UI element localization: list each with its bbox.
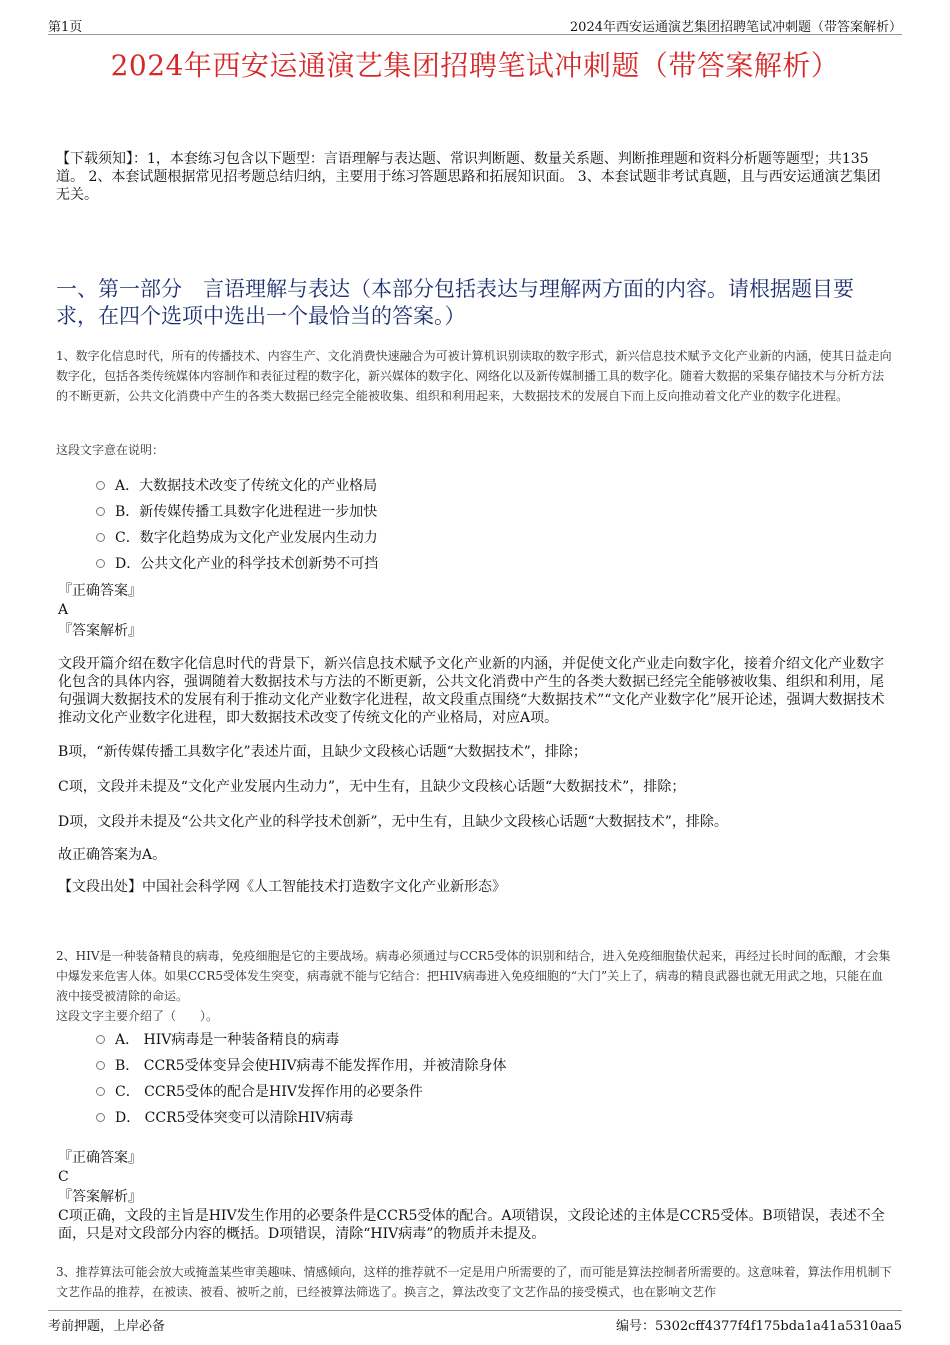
answer-label: 『正确答案』 <box>58 583 142 599</box>
option-label: A．大数据技术改变了传统文化的产业格局 <box>115 478 378 494</box>
download-notice: 【下载须知】：1，本套练习包含以下题型：言语理解与表达题、常识判断题、数量关系题、判断推理题和资料分析题等题型；共135道。 2、本套试题根据常见招考题总结归纳，主要用于练习答题思路和拓展知识面。 3、本套试题非考试真题，且与西安运通演艺集团无关。 <box>56 151 881 203</box>
analysis-paragraph: 文段开篇介绍在数字化信息时代的背景下，新兴信息技术赋予文化产业新的内涵，并促使文化产业走向数字化，接着介绍文化产业数字化包含的具体内容，强调随着大数据技术与方法的不断更新，公共文化消费中产生的各类大数据已经完全能够被收集、组织和利用，尾句强调大数据技术的发展有利于推动文化产业数字化进程，故文段重点围绕“大数据技术”“文化产业数字化”展开论述，强调大数据技术推动文化产业数字化进程，即大数据技术改变了传统文化的产业格局，对应A项。 <box>58 656 885 726</box>
radio-icon[interactable] <box>96 1087 105 1096</box>
source-note: 【文段出处】中国社会科学网《人工智能技术打造数字文化产业新形态》 <box>58 879 506 895</box>
question-1-options <box>96 472 378 576</box>
option-c[interactable] <box>96 1078 506 1104</box>
radio-icon[interactable] <box>96 507 105 516</box>
option-label: C． CCR5受体的配合是HIV发挥作用的必要条件 <box>115 1084 423 1100</box>
option-label: B． CCR5受体变异会使HIV病毒不能发挥作用，并被清除身体 <box>115 1058 507 1074</box>
option-a[interactable] <box>96 472 378 498</box>
radio-icon[interactable] <box>96 559 105 568</box>
document-id: 编号：5302cff4377f4f175bda1a41a5310aa5 <box>616 1319 902 1334</box>
radio-icon[interactable] <box>96 481 105 490</box>
question-2-options <box>96 1026 506 1130</box>
document-title: 2024年西安运通演艺集团招聘笔试冲刺题（带答案解析） <box>110 49 840 82</box>
radio-icon[interactable] <box>96 1061 105 1070</box>
answer-label: 『正确答案』 <box>58 1150 142 1166</box>
question-1-prompt: 这段文字意在说明： <box>56 443 165 457</box>
header-doc-title: 2024年西安运通演艺集团招聘笔试冲刺题（带答案解析） <box>569 20 902 35</box>
question-2-prompt: 这段文字主要介绍了（ ）。 <box>56 1009 219 1023</box>
option-b[interactable] <box>96 1052 506 1078</box>
option-label: A． HIV病毒是一种装备精良的病毒 <box>115 1032 340 1048</box>
answer-value: A <box>58 602 69 618</box>
analysis-paragraph: 故正确答案为A。 <box>58 847 167 863</box>
option-label: D．公共文化产业的科学技术创新势不可挡 <box>115 556 379 572</box>
analysis-label: 『答案解析』 <box>58 1189 142 1205</box>
radio-icon[interactable] <box>96 533 105 542</box>
option-b[interactable] <box>96 498 378 524</box>
analysis-paragraph: B项，“新传媒传播工具数字化”表述片面，且缺少文段核心话题“大数据技术”，排除； <box>58 744 587 760</box>
option-d[interactable] <box>96 1104 506 1130</box>
option-c[interactable] <box>96 524 378 550</box>
option-label: C．数字化趋势成为文化产业发展内生动力 <box>115 530 378 546</box>
page-footer <box>48 1310 902 1333</box>
analysis-paragraph: C项，文段并未提及“文化产业发展内生动力”，无中生有，且缺少文段核心话题“大数据技术”，排除； <box>58 779 686 795</box>
option-d[interactable] <box>96 550 378 576</box>
footer-slogan: 考前押题，上岸必备 <box>48 1319 166 1334</box>
radio-icon[interactable] <box>96 1113 105 1122</box>
section-title: 一、第一部分 言语理解与表达（本部分包括表达与理解两方面的内容。请根据题目要求，在四个选项中选出一个最恰当的答案。） <box>56 277 854 328</box>
question-2-stem: 2、HIV是一种装备精良的病毒，免疫细胞是它的主要战场。病毒必须通过与CCR5受体的识别和结合，进入免疫细胞蛰伏起来，再经过长时间的酝酿，才会集中爆发来危害人体。如果CCR5受体发生突变，病毒就不能与它结合：把HIV病毒进入免疫细胞的“大门”关上了，病毒的精良武器也就无用武之地，只能在血液中接受被清除的命运。 <box>56 949 891 1003</box>
option-label: D． CCR5受体突变可以清除HIV病毒 <box>115 1110 354 1126</box>
analysis-paragraph: D项，文段并未提及“公共文化产业的科学技术创新”，无中生有，且缺少文段核心话题“大数据技术”，排除。 <box>58 814 728 830</box>
analysis-label: 『答案解析』 <box>58 623 142 639</box>
answer-value: C <box>58 1169 69 1185</box>
question-3-stem: 3、推荐算法可能会放大或掩盖某些审美趣味、情感倾向，这样的推荐就不一定是用户所需要的了，而可能是算法控制者所需要的。这意味着，算法作用机制下文艺作品的推荐，在被读、被看、被听之前，已经被算法筛选了。换言之，算法改变了文艺作品的接受模式，也在影响文艺作 <box>56 1265 892 1299</box>
radio-icon[interactable] <box>96 1035 105 1044</box>
page-header <box>48 14 902 35</box>
page-number: 第1页 <box>48 20 83 35</box>
option-label: B．新传媒传播工具数字化进程进一步加快 <box>115 504 378 520</box>
question-1-stem: 1、数字化信息时代，所有的传播技术、内容生产、文化消费快速融合为可被计算机识别读取的数字形式，新兴信息技术赋予文化产业新的内涵，使其日益走向数字化，包括各类传统媒体内容制作和表征过程的数字化，新兴媒体的数字化、网络化以及新传媒制播工具的数字化。随着大数据的采集存储技术与分析方法的不断更新，公共文化消费中产生的各类大数据已经完全能被收集、组织和利用起来，大数据技术的发展自下而上反向推动着文化产业的数字化进程。 <box>56 349 892 403</box>
option-a[interactable] <box>96 1026 506 1052</box>
analysis-paragraph: C项正确，文段的主旨是HIV发生作用的必要条件是CCR5受体的配合。A项错误，文段论述的主体是CCR5受体。B项错误，表述不全面，只是对文段部分内容的概括。D项错误，清除“HIV病毒”的物质并未提及。 <box>58 1208 885 1242</box>
